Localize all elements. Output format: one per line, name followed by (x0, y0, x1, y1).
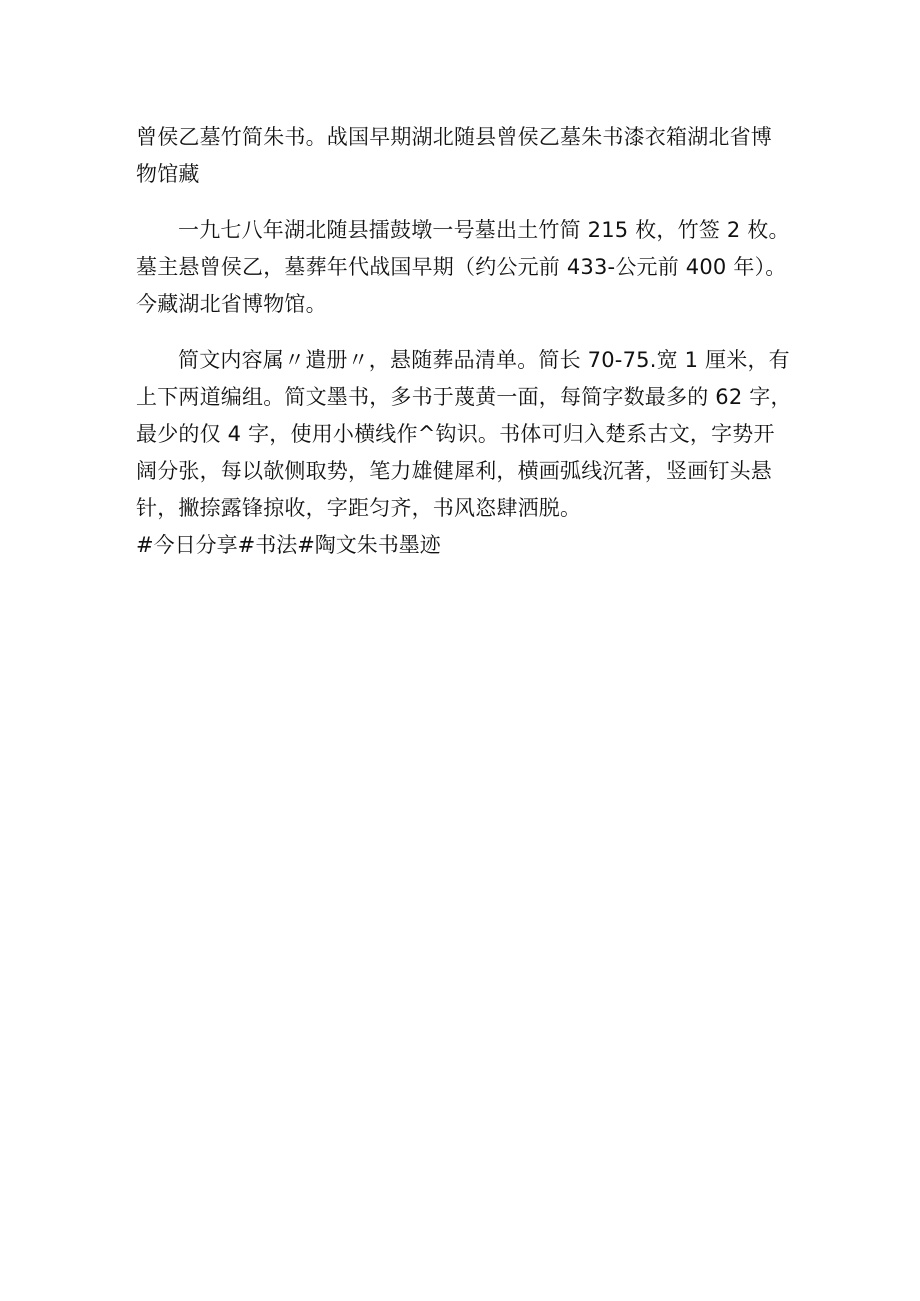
intro-paragraph: 一九七八年湖北随县擂鼓墩一号墓出土竹简 215 枚，竹签 2 枚。墓主悬曾侯乙，墓葬年代战国早期（约公元前 433-公元前 400 年）。今藏湖北省博物馆。 (136, 218, 790, 316)
title-paragraph: 曾侯乙墓竹简朱书。战国早期湖北随县曾侯乙墓朱书漆衣箱湖北省博物馆藏 (136, 125, 772, 186)
document-body (136, 119, 792, 564)
description-paragraph: 简文内容属〃遣册〃，悬随葬品清单。简长 70-75.宽 1 厘米，有上下两道编组。简文墨书，多书于蔑黄一面，每简字数最多的 62 字，最少的仅 4 字，使用小横线作^钩识。书体可归入楚系古文，字势开阔分张，每以欹侧取势，笔力雄健犀利，横画弧线沉著，竖画钉头悬针，撇捺露锋掠收，字距匀齐，书风恣肆洒脱。 (136, 348, 792, 520)
hashtags: #今日分享#书法#陶文朱书墨迹 (136, 533, 441, 557)
